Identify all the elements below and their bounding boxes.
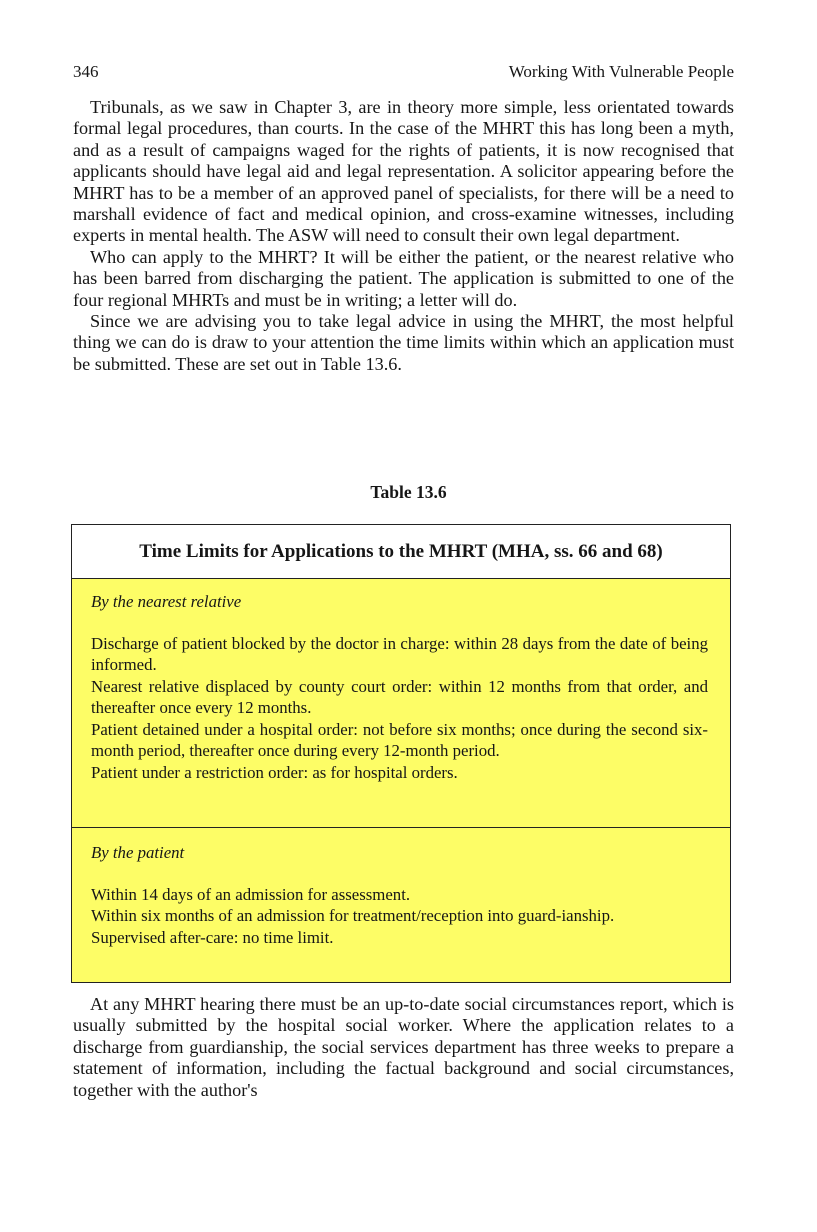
time-limits-table [71, 524, 731, 983]
table-item: Nearest relative displaced by county court order: within 12 months from that order, and thereafter once every 12 months. [91, 676, 708, 717]
table-section-nearest-relative [72, 579, 730, 828]
section-label: By the nearest relative [91, 592, 242, 611]
paragraph: Who can apply to the MHRT? It will be either the patient, or the nearest relative who has been barred from discharging the patient. The application is submitted to one of the four regional MHRTs and must be in writing; a letter will do. [73, 246, 734, 310]
table-heading: Time Limits for Applications to the MHRT (MHA, ss. 66 and 68) [72, 525, 730, 579]
closing-text [73, 994, 734, 1101]
table-item: Within 14 days of an admission for assessment. [91, 884, 411, 904]
table-item: Discharge of patient blocked by the doctor in charge: within 28 days from the date of being informed. [91, 633, 708, 674]
page-number: 346 [73, 62, 99, 81]
paragraph: Tribunals, as we saw in Chapter 3, are in theory more simple, less orientated towards formal legal procedures, than courts. In the case of the MHRT this has long been a myth, and as a result of campaigns waged for the rights of patients, it is now recognised that applicants should have legal aid and legal representation. A solicitor appearing before the MHRT has to be a member of an approved panel of specialists, for there will be a need to marshall evidence of fact and medical opinion, and cross-examine witnesses, including experts in mental health. The ASW will need to consult their own legal department. [73, 97, 734, 246]
paragraph: At any MHRT hearing there must be an up-to-date social circumstances report, which is usually submitted by the hospital social worker. Where the application relates to a discharge from guardianship, the social services department has three weeks to prepare a statement of information, including the factual background and social circumstances, together with the author's [73, 994, 734, 1100]
paragraph: Since we are advising you to take legal advice in using the MHRT, the most helpful thing we can do is draw to your attention the time limits within which an application must be submitted. These are set out in Table 13.6. [73, 311, 734, 374]
table-section-patient [72, 828, 730, 982]
running-title: Working With Vulnerable People [508, 62, 734, 81]
table-caption: Table 13.6 [370, 482, 447, 502]
section-label: By the patient [91, 843, 185, 862]
table-item: Supervised after-care: no time limit. [91, 927, 334, 947]
table-item: Patient detained under a hospital order: not before six months; once during the second six-month period, thereafter once during every 12-month period. [91, 719, 708, 760]
table-item: Patient under a restriction order: as for hospital orders. [91, 762, 458, 782]
table-item: Within six months of an admission for treatment/reception into guard-ianship. [91, 906, 615, 925]
intro-text [73, 97, 734, 375]
